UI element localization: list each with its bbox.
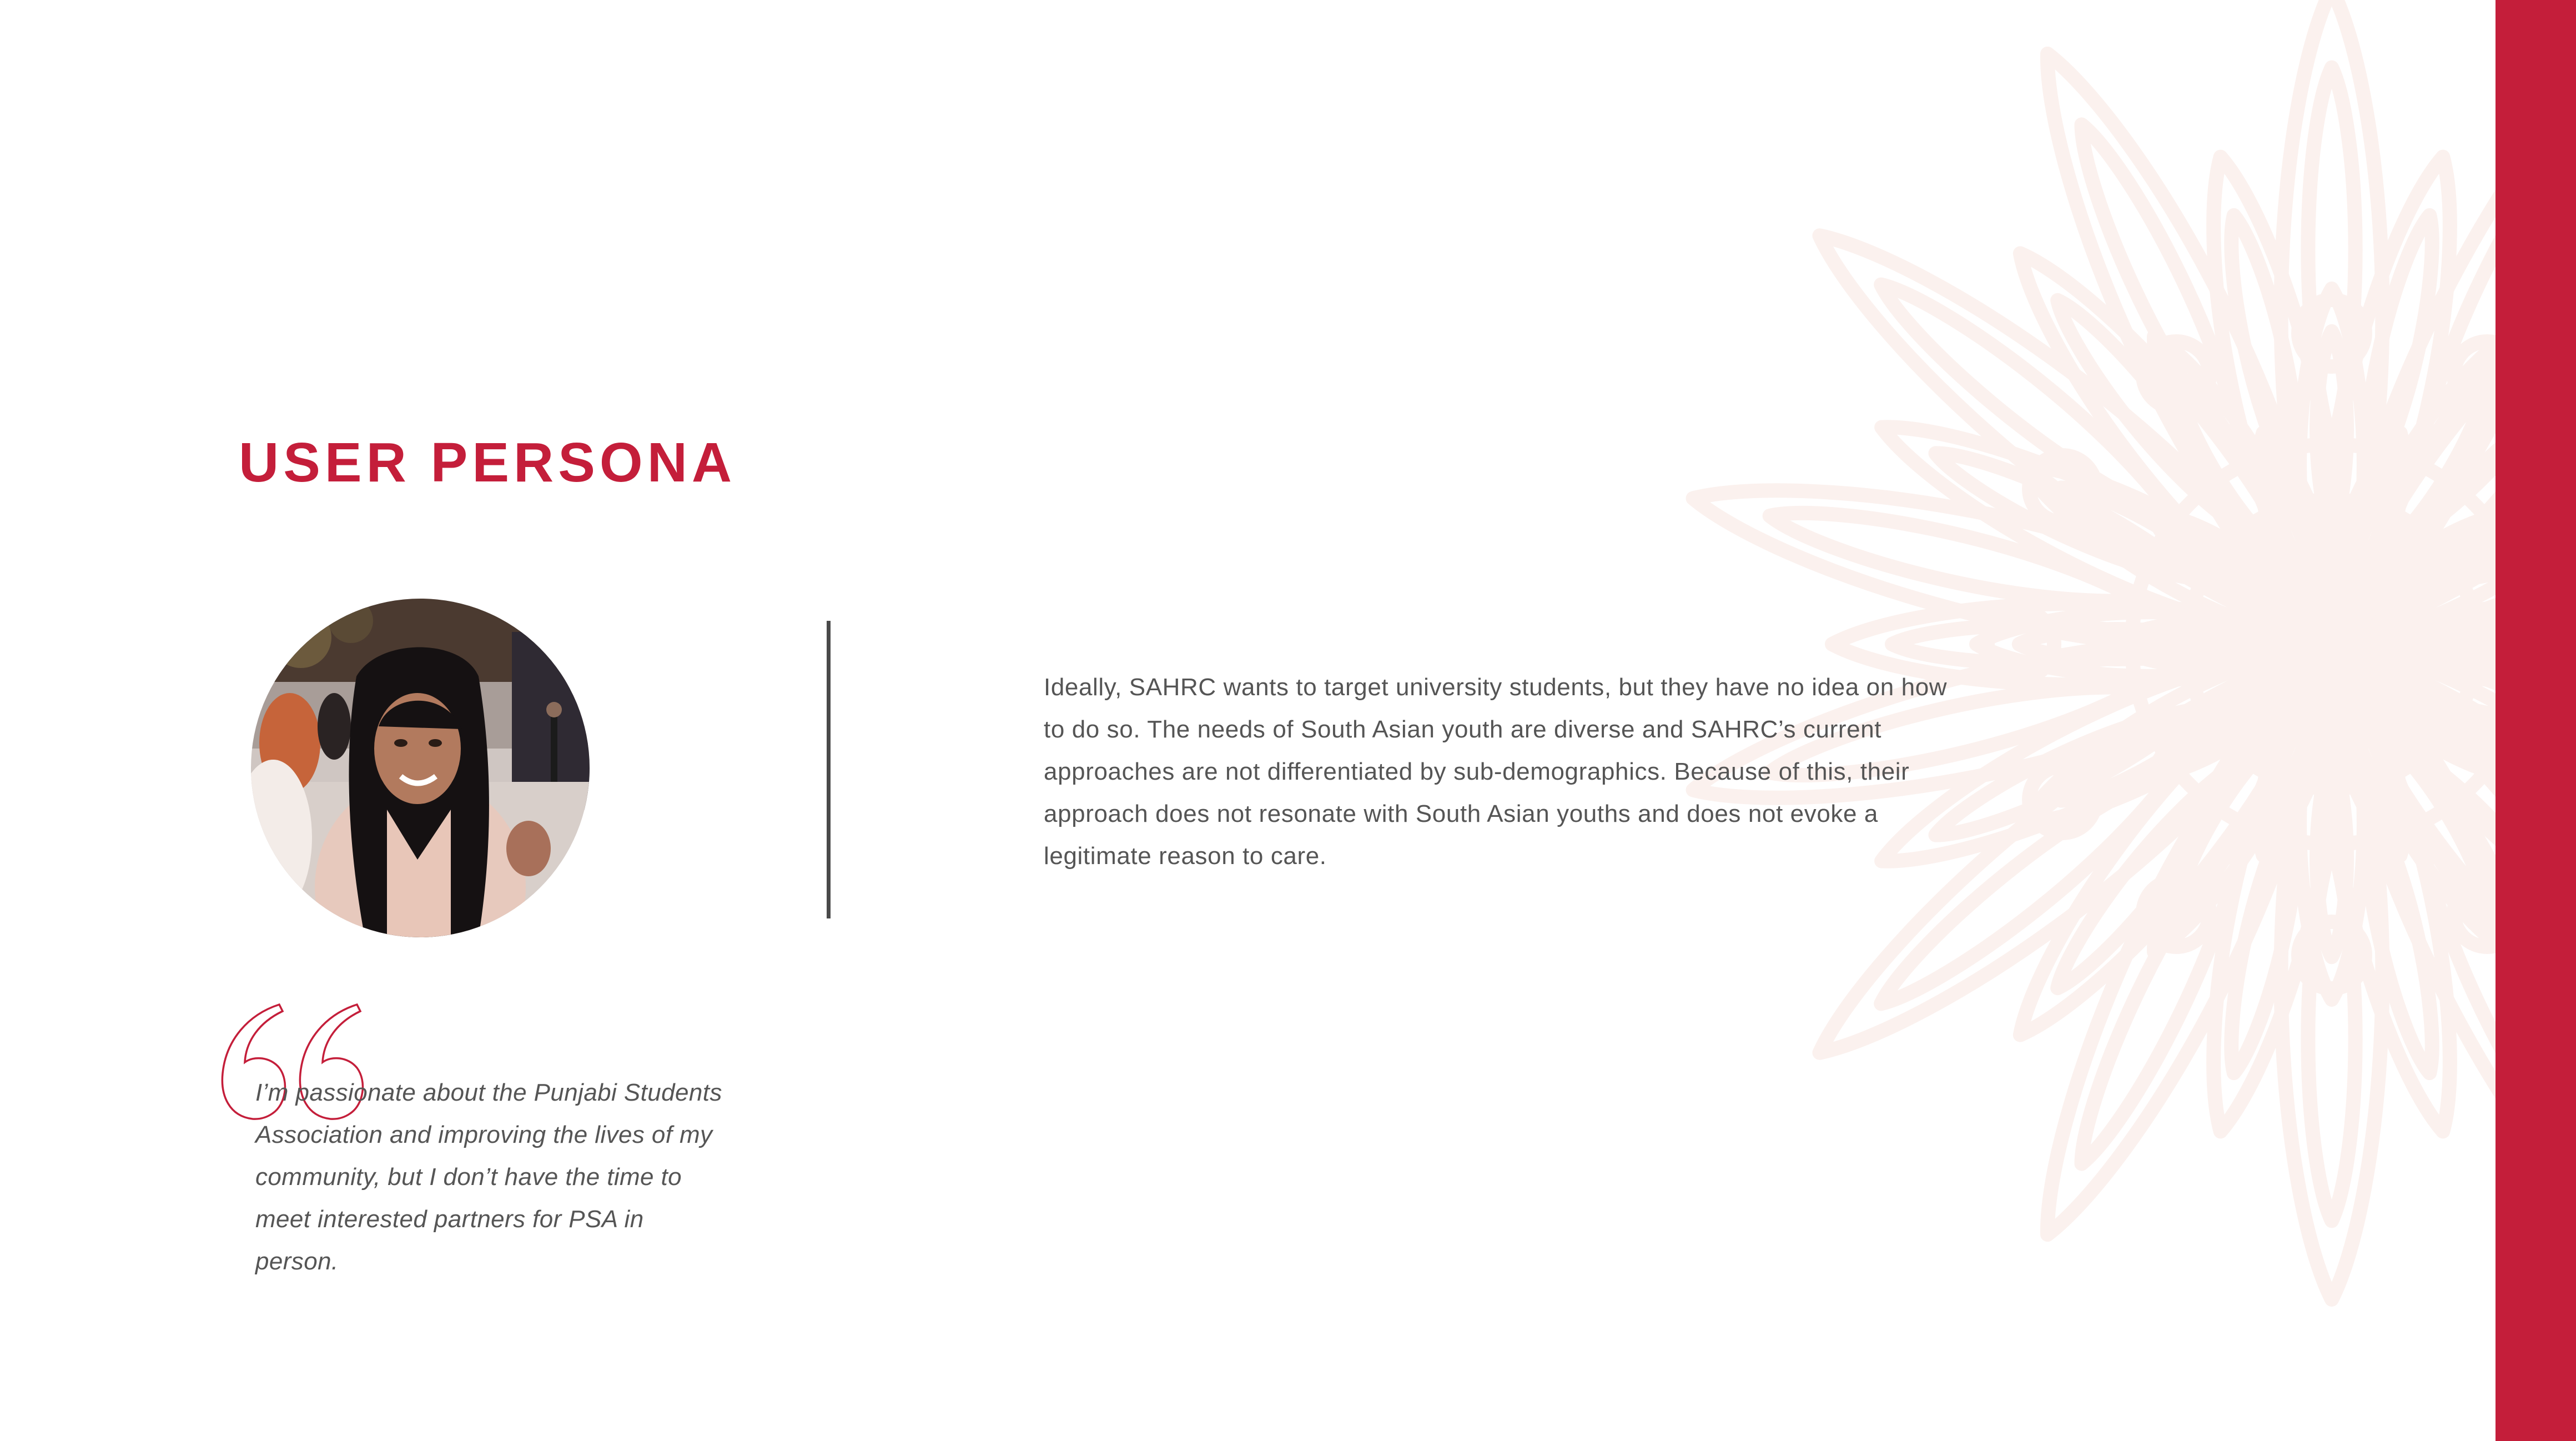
persona-photo [251, 599, 590, 937]
persona-description: Ideally, SAHRC wants to target university students, but they have no idea on how to do so. The needs of South Asian youth are diverse and SAHRC’s current approaches are not differentiated by sub-demographics. Because of this, their approach does not resonate with South Asian youths and does not evoke a legitimate reason to care. [1044, 674, 1948, 870]
accent-bar [2496, 0, 2576, 1441]
vertical-divider [827, 621, 831, 918]
persona-quote: I’m passionate about the Punjabi Students Association and improving the lives of my community, but I don’t have the time to meet interested partners for PSA in person. [255, 1079, 722, 1275]
page-title: USER PERSONA [239, 431, 737, 494]
